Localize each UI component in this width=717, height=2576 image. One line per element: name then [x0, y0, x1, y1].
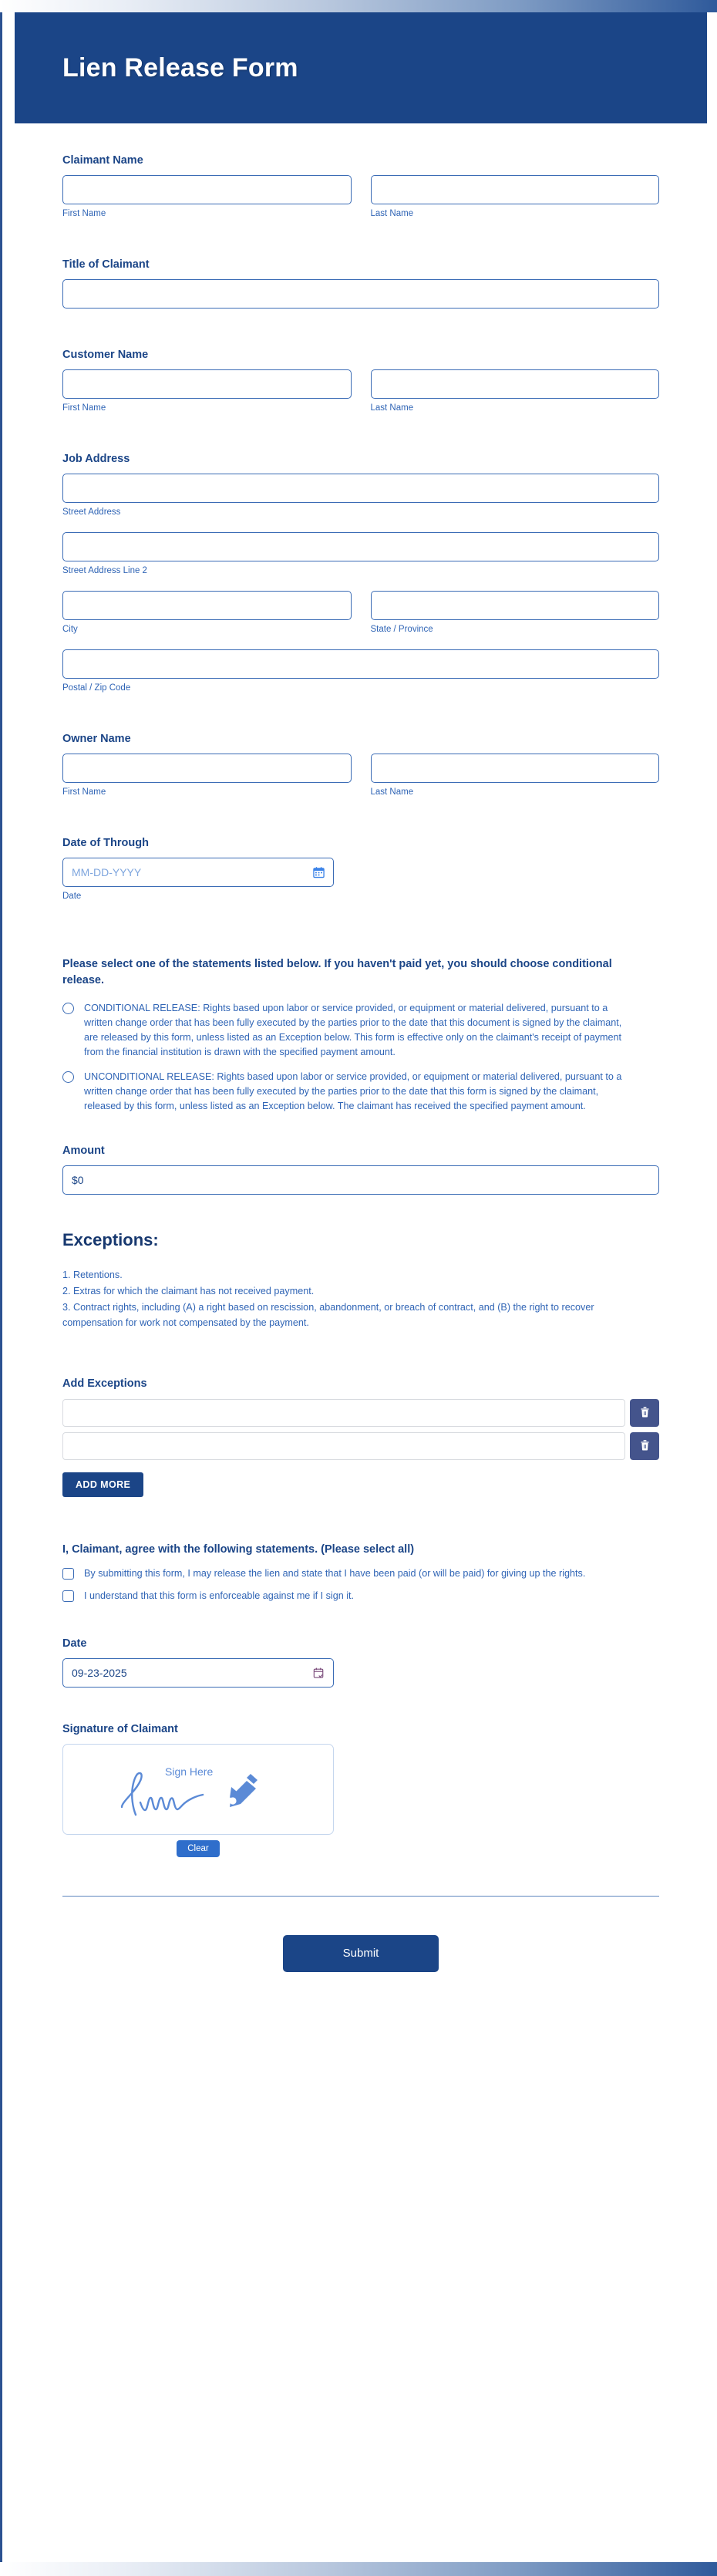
- checkbox-icon[interactable]: [62, 1568, 74, 1580]
- radio-option-unconditional[interactable]: [62, 1070, 659, 1114]
- date-input[interactable]: [62, 1658, 334, 1688]
- job-address-label: Job Address: [62, 453, 130, 465]
- job-address-city-state-row: [62, 591, 659, 634]
- form-container: [0, 12, 717, 2562]
- customer-name-label: Customer Name: [62, 349, 149, 361]
- exceptions-title: Exceptions:: [62, 1230, 159, 1250]
- job-address-street-sublabel: Street Address: [62, 507, 121, 517]
- signature-label: Signature of Claimant: [62, 1722, 178, 1735]
- customer-last-name-input[interactable]: [371, 369, 660, 399]
- add-exceptions-label: Add Exceptions: [62, 1377, 147, 1391]
- radio-circle-icon[interactable]: [62, 1003, 74, 1014]
- form-body: [15, 123, 707, 2562]
- field-group-date: [62, 1637, 659, 1688]
- agreement-section: [62, 1543, 659, 1603]
- job-address-postal-block: [62, 649, 659, 693]
- page-title: Lien Release Form: [62, 52, 298, 83]
- job-address-state-input[interactable]: [371, 591, 660, 620]
- date-of-through-input[interactable]: [62, 858, 334, 887]
- claimant-name-row: [62, 175, 659, 218]
- job-address-postal-sublabel: Postal / Zip Code: [62, 683, 131, 693]
- amount-input[interactable]: [62, 1165, 659, 1195]
- job-address-street2-input[interactable]: [62, 532, 659, 561]
- field-group-amount: [62, 1145, 659, 1195]
- top-gradient-strip: [0, 0, 717, 12]
- trash-icon: [639, 1438, 651, 1454]
- claimant-first-name-input[interactable]: [62, 175, 352, 204]
- exceptions-section: [62, 1230, 659, 1331]
- radio-option-conditional-label: CONDITIONAL RELEASE: Rights based upon labor or service provided, or equipment or material delivered, pursuant to a written change order that has been fully executed by the parties prior to the date that this document is signed by the claimant, are released by this form, unless listed as an Exception below. This form is effective only on the claimant's receipt of payment from the financial institution is drawn with the specified payment amount.: [84, 1003, 622, 1058]
- agreement-checkbox-label-1: By submitting this form, I may release the lien and state that I have been paid (or will be paid) for giving up the rights.: [84, 1568, 586, 1580]
- date-wrap: [62, 1658, 334, 1688]
- owner-name-row: [62, 754, 659, 797]
- field-group-date-of-through: [62, 837, 659, 901]
- field-group-claimant-name: [62, 154, 659, 218]
- customer-first-name-sublabel: First Name: [62, 403, 106, 413]
- claimant-last-name-input[interactable]: [371, 175, 660, 204]
- signature-graphic: [117, 1759, 279, 1819]
- statements-heading: Please select one of the statements listed below. If you haven't paid yet, you should choose conditional release.: [62, 958, 612, 987]
- spacer: [62, 817, 659, 837]
- date-label: Date: [62, 1637, 87, 1650]
- spacer: [62, 329, 659, 349]
- job-address-city-col: [62, 591, 352, 634]
- spacer: [62, 238, 659, 258]
- exception-row: [62, 1432, 659, 1460]
- job-address-street2-block: [62, 532, 659, 575]
- amount-label: Amount: [62, 1145, 105, 1158]
- exceptions-list-item: 2. Extras for which the claimant has not received payment.: [62, 1285, 315, 1296]
- sign-here-text: Sign Here: [165, 1765, 214, 1778]
- agreement-checkbox-row-2[interactable]: [62, 1589, 659, 1603]
- radio-circle-icon[interactable]: [62, 1071, 74, 1083]
- owner-first-name-sublabel: First Name: [62, 787, 106, 797]
- submit-button[interactable]: Submit: [283, 1935, 439, 1972]
- job-address-street-input[interactable]: [62, 474, 659, 503]
- agreement-heading: I, Claimant, agree with the following statements. (Please select all): [62, 1543, 415, 1556]
- owner-last-name-input[interactable]: [371, 754, 660, 783]
- radio-option-conditional[interactable]: [62, 1001, 659, 1060]
- customer-first-name-input[interactable]: [62, 369, 352, 399]
- radio-option-unconditional-label: UNCONDITIONAL RELEASE: Rights based upon labor or service provided, or equipment or material delivered, pursuant to a written change order that has been fully executed by the parties prior to the date that this form is signed by the claimant, released by this form, unless listed as an Exception below. The claimant has received the specified payment amount.: [84, 1071, 622, 1111]
- owner-last-name-sublabel: Last Name: [370, 787, 414, 797]
- job-address-postal-input[interactable]: [62, 649, 659, 679]
- claimant-last-name-sublabel: Last Name: [370, 209, 414, 218]
- owner-last-name-col: [371, 754, 660, 797]
- exception-input[interactable]: [62, 1432, 625, 1460]
- signature-section: [62, 1723, 659, 1857]
- clear-signature-wrap: [62, 1840, 334, 1857]
- clear-signature-button[interactable]: Clear: [177, 1840, 219, 1857]
- date-of-through-label: Date of Through: [62, 837, 149, 849]
- add-exceptions-section: [62, 1377, 659, 1497]
- statements-section: [62, 956, 659, 1114]
- spacer: [62, 713, 659, 733]
- bottom-gradient-strip: [0, 2562, 717, 2576]
- job-address-street-block: [62, 474, 659, 517]
- owner-name-label: Owner Name: [62, 733, 131, 745]
- spacer: [62, 575, 659, 591]
- date-of-through-sublabel: Date: [62, 892, 82, 901]
- customer-name-row: [62, 369, 659, 413]
- exceptions-list-item: 1. Retentions.: [62, 1269, 123, 1281]
- checkbox-icon[interactable]: [62, 1590, 74, 1602]
- field-group-job-address: [62, 453, 659, 693]
- field-group-customer-name: [62, 349, 659, 413]
- spacer: [62, 517, 659, 532]
- delete-exception-button[interactable]: [630, 1432, 659, 1460]
- owner-first-name-col: [62, 754, 352, 797]
- add-more-button[interactable]: ADD MORE: [62, 1472, 143, 1497]
- spacer: [62, 921, 659, 956]
- job-address-state-col: [371, 591, 660, 634]
- field-group-owner-name: [62, 733, 659, 797]
- claimant-last-name-col: [371, 175, 660, 218]
- exceptions-list: [62, 1267, 659, 1331]
- claimant-name-label: Claimant Name: [62, 154, 143, 167]
- agreement-checkbox-label-2: I understand that this form is enforceable against me if I sign it.: [84, 1590, 355, 1601]
- title-of-claimant-input[interactable]: [62, 279, 659, 309]
- job-address-city-sublabel: City: [62, 625, 78, 634]
- claimant-first-name-col: [62, 175, 352, 218]
- exception-row: [62, 1399, 659, 1427]
- signature-pad[interactable]: [62, 1744, 334, 1835]
- owner-first-name-input[interactable]: [62, 754, 352, 783]
- customer-last-name-col: [371, 369, 660, 413]
- spacer: [62, 433, 659, 453]
- date-of-through-wrap: [62, 858, 334, 887]
- submit-wrap: [62, 1897, 659, 2029]
- agreement-checkbox-row-1[interactable]: [62, 1566, 659, 1581]
- claimant-first-name-sublabel: First Name: [62, 209, 106, 218]
- job-address-state-sublabel: State / Province: [370, 625, 433, 634]
- title-of-claimant-label: Title of Claimant: [62, 258, 150, 271]
- delete-exception-button[interactable]: [630, 1399, 659, 1427]
- customer-first-name-col: [62, 369, 352, 413]
- exception-input[interactable]: [62, 1399, 625, 1427]
- spacer: [62, 634, 659, 649]
- job-address-city-input[interactable]: [62, 591, 352, 620]
- exceptions-list-item: 3. Contract rights, including (A) a right based on rescission, abandonment, or breach of contract, and (B) the right to recover compensation for work not compensated by the payment.: [62, 1301, 594, 1329]
- form-header-banner: [15, 12, 707, 123]
- job-address-street2-sublabel: Street Address Line 2: [62, 566, 147, 575]
- trash-icon: [639, 1405, 651, 1421]
- field-group-title-of-claimant: [62, 258, 659, 309]
- customer-last-name-sublabel: Last Name: [370, 403, 414, 413]
